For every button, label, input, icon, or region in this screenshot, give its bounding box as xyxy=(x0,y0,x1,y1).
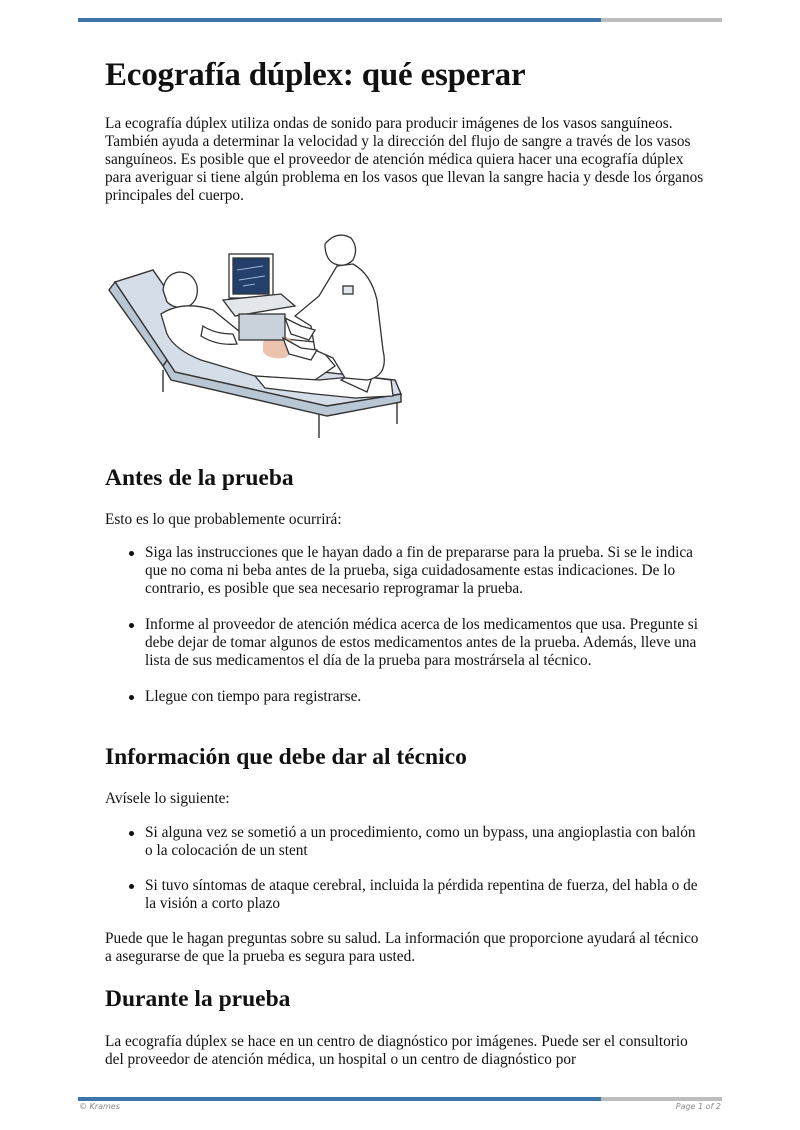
header-bar-blue xyxy=(78,18,601,22)
header-accent-bar xyxy=(78,18,722,22)
list-item xyxy=(105,688,705,706)
footer-copyright: © Krames xyxy=(79,1102,120,1111)
list-item xyxy=(105,544,705,598)
page-title: Ecografía dúplex: qué esperar xyxy=(105,57,526,93)
list-item xyxy=(105,877,705,913)
footer-page-number: Page 1 of 2 xyxy=(675,1102,721,1111)
ultrasound-exam-illustration-icon xyxy=(105,230,407,440)
list-item xyxy=(105,824,705,860)
bullet-icon xyxy=(129,831,134,836)
list-item-text: Informe al proveedor de atención médica acerca de los medicamentos que usa. Pregunte si debe dejar de tomar algunos de estos medicamentos antes de la prueba. Además, lleve una lista de sus medicamentos el día de la prueba para mostrársela al técnico. xyxy=(145,616,699,669)
list-item-text: Si alguna vez se sometió a un procedimiento, como un bypass, una angioplastia con balón o la colocación de un stent xyxy=(145,824,696,859)
bullet-icon xyxy=(129,623,134,628)
section-lead: La ecografía dúplex se hace en un centro de diagnóstico por imágenes. Puede ser el consultorio del proveedor de atención médica, un hospital o un centro de diagnóstico por xyxy=(105,1033,688,1068)
section-closing-paragraph: Puede que le hagan preguntas sobre su salud. La información que proporcione ayudará al técnico a asegurarse de que la prueba es segura para usted. xyxy=(105,930,699,965)
intro-paragraph: La ecografía dúplex utiliza ondas de sonido para producir imágenes de los vasos sanguíneos. También ayuda a determinar la velocidad y la dirección del flujo de sangre a través de los vasos sanguíneos. Es posible que el proveedor de atención médica quiera hacer una ecografía dúplex para averiguar si tiene algún problema en los vasos que llevan la sangre hacia y desde los órganos principales del cuerpo. xyxy=(105,115,704,204)
section-heading-during-test: Durante la prueba xyxy=(105,986,291,1012)
list-item xyxy=(105,616,705,670)
footer-bar-gray xyxy=(601,1097,722,1101)
bullet-list-before-test xyxy=(105,544,705,706)
section-heading-technician-info: Información que debe dar al técnico xyxy=(105,744,467,770)
list-item-text: Si tuvo síntomas de ataque cerebral, incluida la pérdida repentina de fuerza, del habla o de la visión a corto plazo xyxy=(145,877,698,912)
header-bar-gray xyxy=(601,18,722,22)
section-lead: Avísele lo siguiente: xyxy=(105,790,230,807)
footer-bar-blue xyxy=(78,1097,601,1101)
bullet-icon xyxy=(129,884,134,889)
bullet-icon xyxy=(129,695,134,700)
list-item-text: Llegue con tiempo para registrarse. xyxy=(145,688,362,705)
section-lead: Esto es lo que probablemente ocurrirá: xyxy=(105,511,342,528)
footer-accent-bar xyxy=(78,1097,722,1101)
section-heading-before-test: Antes de la prueba xyxy=(105,465,294,491)
bullet-list-technician-info xyxy=(105,824,705,913)
list-item-text: Siga las instrucciones que le hayan dado a fin de prepararse para la prueba. Si se le indica que no coma ni beba antes de la prueba, siga cuidadosamente estas indicaciones. De lo contrario, es posible que sea necesario reprogramar la prueba. xyxy=(145,544,693,597)
bullet-icon xyxy=(129,551,134,556)
